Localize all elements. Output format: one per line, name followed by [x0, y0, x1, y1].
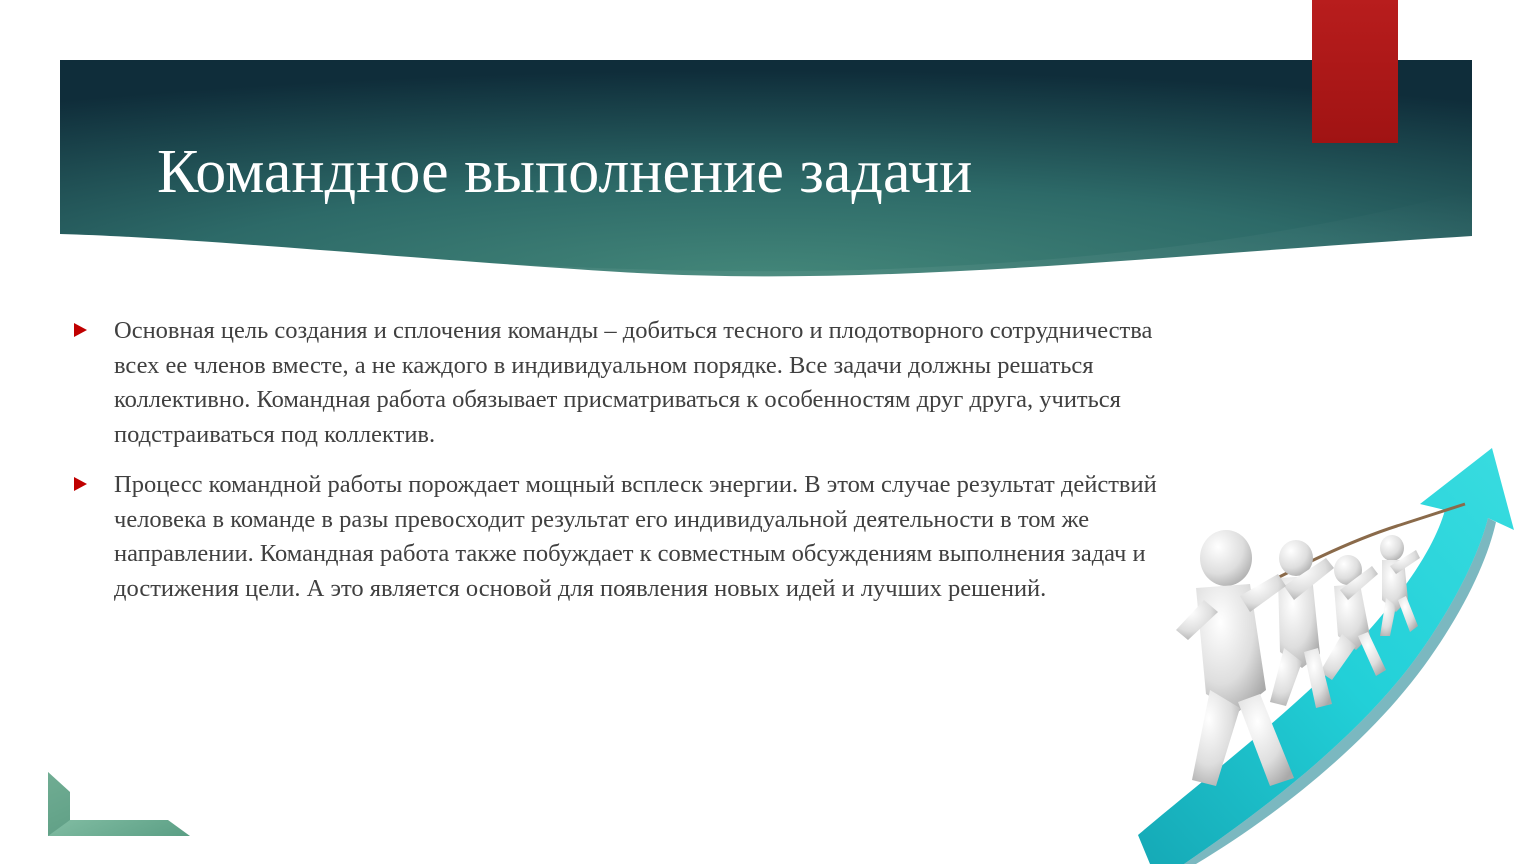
bullet-arrow-icon [74, 477, 87, 491]
corner-bracket-shape [44, 768, 194, 840]
figure-two [1270, 540, 1334, 708]
bullet-item [72, 314, 1162, 452]
bullet-text: Процесс командной работы порождает мощный всплеск энергии. В этом случае результат действий человека в команде в разы превосходит результат его индивидуальной деятельности в том же направлении. Командная работа также побуждает к совместным обсуждениям выполнения задач и достижения цели. А это является основой для появления новых идей и лучших решений. [114, 471, 1157, 602]
red-accent-tab [1312, 0, 1398, 143]
slide-title: Командное выполнение задачи [157, 138, 973, 206]
bullet-list [72, 314, 1162, 622]
bullet-item [72, 468, 1162, 606]
figure-front [1176, 530, 1294, 786]
bullet-text: Основная цель создания и сплочения команды – добиться тесного и плодотворного сотрудничества всех ее членов вместе, а не каждого в индивидуальном порядке. Все задачи должны решаться коллективно. Командная работа обязывает присматриваться к особенностям друг друга, учиться подстраиваться под коллектив. [114, 317, 1153, 448]
team-pulling-rope-icon [1120, 440, 1533, 864]
growth-arrow-shape [1138, 448, 1514, 864]
bullet-arrow-icon [74, 323, 87, 337]
